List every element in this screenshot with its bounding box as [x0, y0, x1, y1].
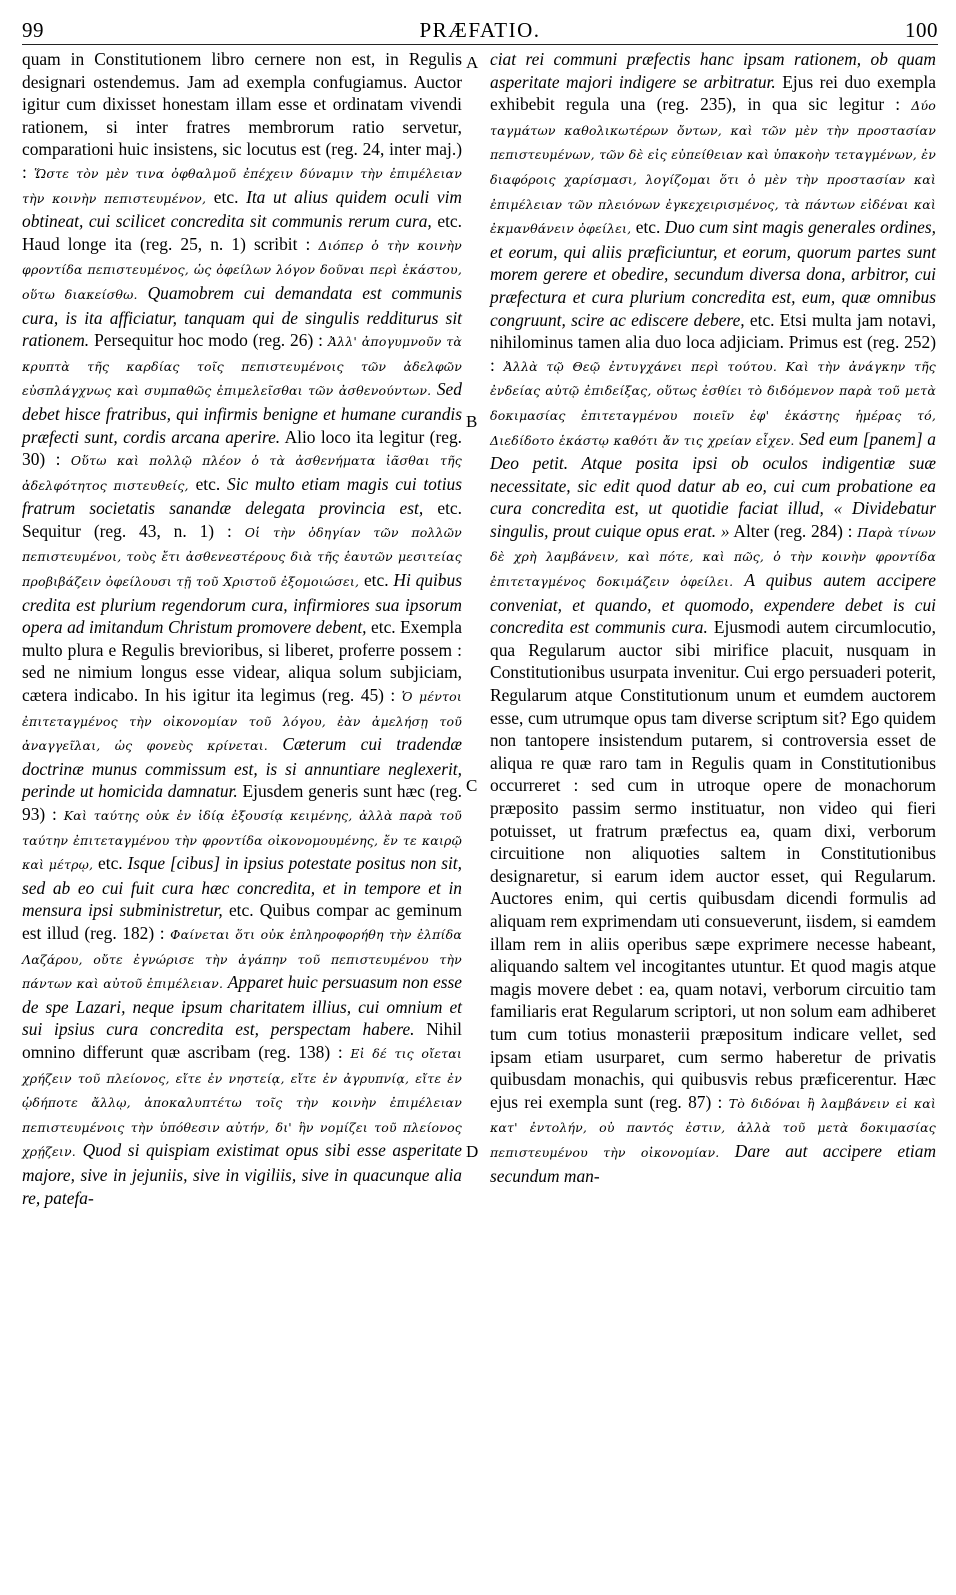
- latin-text: Persequitur hoc modo (reg. 26) :: [94, 330, 323, 351]
- left-column-text: [22, 48, 462, 1209]
- latin-text: Ejus rei duo exempla exhibebit regula una (reg. 235), in qua sic legitur :: [490, 71, 936, 115]
- margin-marker-d: D: [466, 1142, 479, 1161]
- greek-quotation: Οἱ τὴν ὁδηγίαν τῶν πολλῶν πεπιστευμένοι, τοὺς ἔτι ἀσθενεστέρους διὰ τῆς ἑαυτῶν μεσιτείας προβιβάζειν ὀφείλουσι τῇ τοῦ Χριστοῦ ἐξομοιώσει,: [22, 524, 462, 590]
- latin-translation: Cæterum cui tradendæ doctrinæ munus commissum est, is si annuntiare neglexerit, perinde ut homicida damnatur.: [22, 734, 462, 802]
- greek-quotation: Διόπερ ὁ τὴν κοινὴν φροντίδα πεπιστευμένος, ὡς ὀφείλων λόγον δοῦναι περὶ ἑκάστου, οὕτω διακείσθω.: [22, 237, 462, 302]
- latin-translation: Ita ut alius quidem oculi vim obtineat, cui scilicet concredita sit communis rerum cura,: [22, 186, 462, 232]
- latin-text: Alio loco ita legitur (reg. 30) :: [22, 426, 463, 470]
- running-title: PRÆFATIO.: [419, 18, 541, 42]
- margin-marker-a: A: [466, 53, 479, 72]
- margin-marker-b: B: [466, 412, 478, 431]
- right-column: [490, 48, 936, 1187]
- latin-translation: Isque [cibus] in ipsius potestate positus non sit, sed ab eo cui fuit cura hæc concredita, et in tempore et in mensura ipsi subministretur,: [22, 853, 462, 921]
- latin-text: etc.: [635, 217, 661, 238]
- greek-quotation: Εἰ δέ τις οἴεται χρήζειν τοῦ πλείονος, εἴτε ἐν νηστείᾳ, εἴτε ἐν ἀγρυπνίᾳ, εἴτε ἐν ᾡδήποτε ἄλλῳ, ἀποκαλυπτέτω τοῖς τὴν κοινὴν ἐπιμέλειαν πεπιστευμένοις τὴν ὑπόθεσιν αὐτήν, δι' ἣν νομίζει τοῦ πλείονος χρῄζειν.: [22, 1045, 462, 1160]
- latin-text: Ejusmodi autem circumlocutio, qua Regularum auctor sibi mirifice placuit, nusquam in Constitutionibus usurpata invenitur. Cui ergo persuaderi poterit, Regularum atque Constitutionum unum et eumdem auctorem esse, cum utrumque opus tam diverse scriptum sit? Ego quidem non tantopere insistendum putarem, si controversia esset de aliqua re quæ raro tam in Regulis quam in Constitutionibus occurreret : sed cum in utroque opere de monachorum præposito passim sermo instituatur, non video qui fieri potuisset, ut fratrum præfectus ea, quam dixi, verborum circuitione non aliquoties saltem in Constitutionibus designaretur, si earum idem auctor esset, qui Regularum. Auctores enim, qui certis quibusdam dicendi formulis ad aliquam rem exprimendam uti consueverunt, iisdem, si eamdem illam rem in aliis operibus sæpe exprimere necesse habeant, aliquando saltem vel incogitantes utuntur. Et quod magis atque magis movere debet : ea, quam notavi, verborum circuitio tam familiaris erat Regularum scriptori, ut non solum eam adhiberet tum cum totius monasterii præpositum indicare vellet, sed ipsam etiam usurparet, cum sermo haberetur de privatis quibusdam monachis, qui quibusvis rebus præficerentur. Hæc ejus rei exempla sunt (reg. 87) :: [490, 617, 936, 1112]
- left-column: [22, 48, 462, 1209]
- latin-text: etc. Sequitur (reg. 43, n. 1) :: [22, 498, 462, 541]
- latin-text: etc.: [195, 473, 221, 494]
- greek-quotation: Ἀλλ' ἀπογυμνοῦν τὰ κρυπτὰ τῆς καρδίας τοῖς πεπιστευμένοις τῶν ἀδελφῶν εὐσπλάγχνως καὶ συμπαθῶς ἐπιμελεῖσθαι τῶν ἀσθενούντων.: [22, 334, 462, 399]
- latin-translation: ciat rei communi præfectis hanc ipsam rationem, ob quam asperitate majori indigere se arbitratur.: [490, 49, 936, 92]
- latin-text: etc.: [213, 186, 239, 207]
- latin-translation: Apparet huic persuasum non esse de spe Lazari, neque ipsum charitatem illius, cui omnium et sui ipsius cura concredita est, perspectam habere.: [22, 972, 462, 1040]
- greek-quotation: Φαίνεται ὅτι οὐκ ἐπληροφορήθη τὴν ἐλπίδα Λαζάρου, οὔτε ἐγνώρισε τὴν ἀγάπην τοῦ πεπιστευμένου τὴν πάντων καὶ αὐτοῦ ἐπιμέλειαν.: [22, 926, 462, 992]
- header-rule: [22, 44, 938, 45]
- latin-text: etc.: [98, 853, 123, 874]
- greek-quotation: Ὁ μέντοι ἐπιτεταγμένος τὴν οἰκονομίαν τοῦ λόγου, ἐὰν ἀμελήσῃ τοῦ ἀναγγεῖλαι, ὡς φονεὺς κρίνεται.: [22, 689, 462, 754]
- latin-text: Nihil omnino differunt quæ ascribam (reg. 138) :: [22, 1019, 462, 1062]
- latin-translation: Quod si quispiam existimat opus sibi esse asperitate majore, sive in jejuniis, sive in vigiliis, sive in quacunque alia re, patefa-: [22, 1140, 462, 1208]
- latin-translation: A quibus autem accipere conveniat, et quando, et quomodo, expendere debet is cui concredita est communis cura.: [490, 570, 936, 638]
- page-number-left: 99: [22, 18, 44, 42]
- latin-text: Ejusdem generis sunt hæc (reg. 93) :: [22, 781, 462, 824]
- greek-quotation: Τὸ διδόναι ἢ λαμβάνειν εἰ καὶ κατ' ἐντολήν, οὐ παντός ἐστιν, ἀλλὰ τοῦ μετὰ δοκιμασίας πεπιστευμένου τὴν οἰκονομίαν.: [490, 1095, 936, 1160]
- latin-text: Alter (reg. 284) :: [733, 520, 853, 541]
- latin-translation: Sic multo etiam magis cui totius fratrum societatis sanandæ delegata provincia est,: [22, 473, 462, 519]
- latin-text: quam in Constitutionem libro cernere non est, in Regulis designari ostendemus. Jam ad exempla confugiamus. Auctor igitur cum dixisset honestam illam esse et ordinatam vivendi rationem, si inter fratres membrorum ratio servetur, comparationi huic insistens, sic locutus est (reg. 24, inter maj.) :: [22, 49, 462, 182]
- greek-quotation: Παρὰ τίνων δὲ χρὴ λαμβάνειν, καὶ πότε, καὶ πῶς, ὁ τὴν κοινὴν φροντίδα ἐπιτεταγμένος δοκιμάζειν ὀφείλει.: [490, 524, 936, 590]
- right-column-text: [490, 48, 936, 1187]
- greek-quotation: Δύο ταγμάτων καθολικωτέρων ὄντων, καὶ τῶν μὲν τὴν προστασίαν πεπιστευμένων, τῶν δὲ εἰς εὐπείθειαν καὶ ὑπακοὴν τεταγμένων, ἐν διαφόροις χαρίσμασι, λογίζομαι ὅτι ὁ μὲν τὴν προστασίαν καὶ ἐπιμέλειαν τῶν πλειόνων ἐγκεχειρισμένος, τὰ πάντων εἰδέναι καὶ ἐκμανθάνειν ὀφείλει,: [490, 98, 936, 237]
- greek-quotation: Ὥστε τὸν μὲν τινα ὀφθαλμοῦ ἐπέχειν δύναμιν τὴν ἐπιμέλειαν τὴν κοινὴν πεπιστευμένον,: [22, 165, 462, 206]
- latin-text: etc.: [363, 570, 389, 591]
- greek-quotation: Οὕτω καὶ πολλῷ πλέον ὁ τὰ ἀσθενήματα ἰᾶσθαι τῆς ἀδελφότητος πιστευθείς,: [22, 453, 462, 493]
- latin-text: etc. Quibus compar ac geminum est illud (reg. 182) :: [22, 900, 462, 943]
- greek-quotation: Ἀλλὰ τῷ Θεῷ ἐντυγχάνει περὶ τούτου. Καὶ τὴν ἀνάγκην τῆς ἐνδείας αὐτῷ ἐπιδείξας, οὕτως ἐσθίει τὸ διδόμενον παρὰ τοῦ μετὰ δοκιμασίας ἐπιτεταγμένου ποιεῖν ἐφ' ἑκάστης ἡμέρας τό, Διεδίδοτο ἑκάστῳ καθότι ἄν τις χρείαν εἶχεν.: [490, 358, 936, 448]
- latin-text: etc. Haud longe ita (reg. 25, n. 1) scribit :: [22, 211, 462, 254]
- running-header: [22, 14, 938, 44]
- latin-translation: Sed eum [panem] a Deo petit. Atque posita ipsi ob oculos indigentiæ suæ necessitate, sic edit quod datur ab eo, cui cum probatione ea cura concredita est, ut quotidie faciat illud, « Dividebatur singulis, prout cuique opus erat. »: [490, 428, 936, 541]
- latin-text: etc. Exempla multo plura e Regulis brevioribus, si liberet, proferre possem : sed ne nimium longus esse videar, aliqua solum subjiciam, cætera indicabo. In his igitur ita legimus (reg. 45) :: [22, 617, 462, 706]
- page-number-right: 100: [905, 18, 938, 42]
- latin-translation: Duo cum sint magis generales ordines, et eorum, qui aliis præficiuntur, et eorum, quorum partes sunt morem gerere et obedire, secundum diversa dona, arbitror, cui præfectura et cura plurium concredita est, eum, quæ omnibus congruunt, scire ac ediscere debere,: [490, 217, 936, 330]
- latin-text: etc. Etsi multa jam notavi, nihilominus tamen alia duo loca adjiciam. Primus est (reg. 252) :: [490, 309, 936, 375]
- margin-marker-c: C: [466, 776, 478, 795]
- latin-translation: Dare aut accipere etiam secundum man-: [490, 1140, 936, 1186]
- latin-translation: Quamobrem cui demandata est communis cura, is ita afficiatur, tanquam qui de singulis redditurus sit rationem.: [22, 282, 462, 351]
- latin-translation: Sed debet hisce fratribus, qui infirmis benigne et humane curandis præfecti sunt, cordis arcana aperire.: [22, 379, 462, 447]
- greek-quotation: Καὶ ταύτης οὐκ ἐν ἰδίᾳ ἐξουσίᾳ κειμένης, ἀλλὰ παρὰ τοῦ ταύτην ἐπιτεταγμένου τὴν φροντίδα οἰκονομουμένης, ἔν τε καιρῷ καὶ μέτρῳ,: [22, 808, 462, 873]
- latin-translation: Hi quibus credita est plurium regendorum cura, infirmiores sua ipsorum opera ad imitandum Christum promovere debent,: [22, 570, 462, 638]
